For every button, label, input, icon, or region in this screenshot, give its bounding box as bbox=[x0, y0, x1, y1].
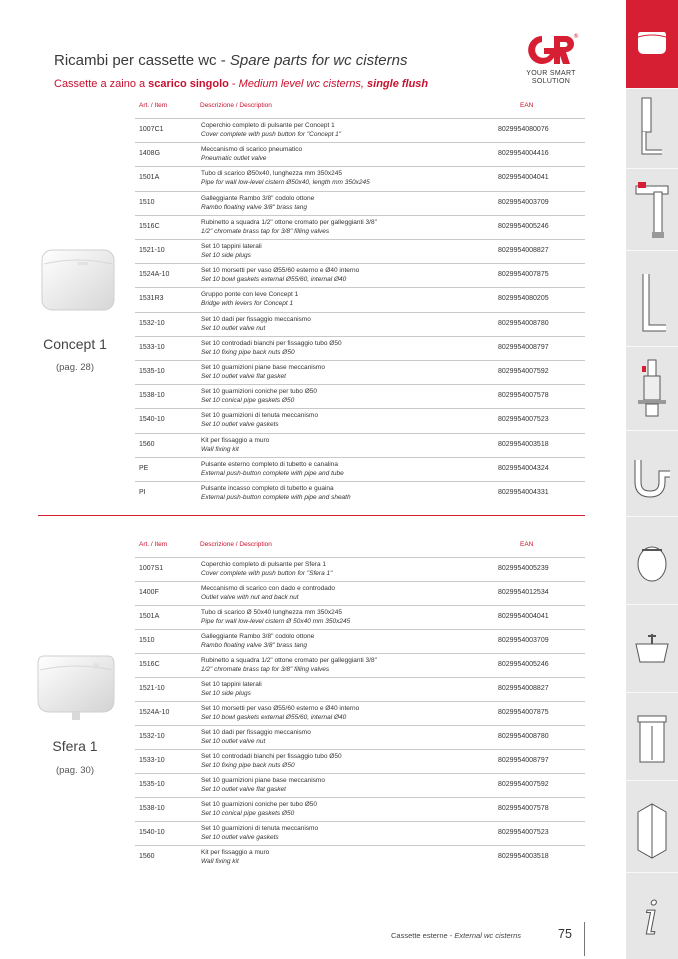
product-page-concept1: (pag. 28) bbox=[55, 362, 95, 373]
logo-tagline-2: SOLUTION bbox=[531, 78, 571, 85]
item-code: PE bbox=[139, 464, 149, 472]
item-ean: 8029954004331 bbox=[498, 489, 549, 496]
item-code: 1533-10 bbox=[139, 757, 165, 764]
gr-logo-mark bbox=[522, 30, 580, 70]
category-sidebar bbox=[626, 0, 678, 959]
item-ean: 8029954012534 bbox=[498, 589, 549, 596]
table-row bbox=[135, 701, 585, 726]
sfera1-cistern-image bbox=[36, 652, 116, 724]
item-description-en: Rambo floating valve 3/8" brass tang bbox=[201, 203, 308, 211]
svg-text:i: i bbox=[644, 891, 659, 940]
item-ean: 8029954007875 bbox=[498, 271, 549, 279]
item-description bbox=[201, 752, 342, 770]
item-code: 1538-10 bbox=[139, 805, 165, 812]
item-ean: 8029954003518 bbox=[498, 440, 549, 448]
item-description-it: Galleggiante Rambo 3/8" codolo ottone bbox=[201, 194, 315, 202]
item-description-it: Set 10 dadi per fissaggio meccanismo bbox=[201, 315, 311, 323]
item-description bbox=[201, 704, 359, 722]
item-description-it: Gruppo ponte con leve Concept 1 bbox=[201, 291, 299, 299]
item-description-en: Set 10 outlet valve nut bbox=[201, 324, 266, 332]
item-ean: 8029954080205 bbox=[498, 295, 549, 303]
item-ean: 8029954005246 bbox=[498, 661, 549, 668]
item-description bbox=[201, 411, 318, 429]
item-description-en: Set 10 outlet valve gaskets bbox=[201, 834, 279, 841]
item-description-it: Rubinetto a squadra 1/2" ottone cromato per galleggianti 3/8" bbox=[201, 657, 377, 664]
item-description bbox=[201, 824, 318, 842]
item-description-it: Set 10 guarnizioni di tenuta meccanismo bbox=[201, 825, 319, 832]
item-description-it: Rubinetto a squadra 1/2" ottone cromato per galleggianti 3/8" bbox=[201, 218, 377, 226]
item-description-it: Tubo di scarico Ø50x40, lunghezza mm 350x245 bbox=[201, 170, 343, 178]
item-description-it: Meccanismo di scarico con dado e controdado bbox=[201, 585, 336, 592]
item-ean: 8029954003518 bbox=[498, 853, 549, 860]
item-code: 1408G bbox=[139, 150, 161, 158]
item-description-it: Set 10 morsetti per vaso Ø55/60 esterno e Ø40 interno bbox=[201, 705, 360, 712]
table-row bbox=[135, 312, 585, 337]
item-description-it: Set 10 guarnizioni piane base meccanismo bbox=[201, 364, 325, 371]
item-description-en: Set 10 conical pipe gaskets Ø50 bbox=[201, 397, 295, 405]
item-description-it: Meccanismo di scarico pneumatico bbox=[201, 146, 303, 154]
item-ean: 8029954007875 bbox=[498, 709, 549, 716]
item-description-en: Set 10 side plugs bbox=[201, 690, 251, 697]
concept1-cistern-image bbox=[38, 244, 118, 314]
item-ean: 8029954003709 bbox=[498, 637, 549, 644]
item-ean: 8029954007523 bbox=[498, 416, 549, 424]
item-description-en: Set 10 bowl gaskets external Ø55/60, internal Ø40 bbox=[201, 714, 347, 721]
item-description-en: Wall fixing kit bbox=[201, 445, 239, 453]
item-ean: 8029954005246 bbox=[498, 222, 549, 230]
table-row bbox=[135, 629, 585, 654]
item-description-it: Coperchio completo di pulsante per Sfera 1 bbox=[201, 561, 327, 568]
item-description-en: Set 10 outlet valve flat gasket bbox=[201, 373, 286, 380]
filling-valve-icon[interactable] bbox=[632, 176, 672, 242]
item-code: 1501A bbox=[139, 174, 160, 182]
table-row bbox=[135, 191, 585, 216]
item-ean: 8029954007592 bbox=[498, 781, 549, 788]
table-row bbox=[135, 287, 585, 312]
col-item: Art. / Item bbox=[139, 102, 168, 109]
table-row bbox=[135, 653, 585, 678]
item-code: 1524A-10 bbox=[139, 709, 170, 716]
item-ean: 8029954007578 bbox=[498, 392, 549, 400]
item-description bbox=[201, 242, 262, 260]
item-code: 1538-10 bbox=[139, 392, 165, 400]
item-ean: 8029954080076 bbox=[498, 126, 549, 133]
item-code: 1521-10 bbox=[139, 685, 165, 692]
item-description-en: Set 10 outlet valve flat gasket bbox=[201, 786, 286, 793]
item-description bbox=[201, 776, 325, 794]
item-description-en: 1/2" chromate brass tap for 3/8" filling valves bbox=[201, 666, 330, 673]
table-row bbox=[135, 239, 585, 264]
col-ean-2: EAN bbox=[520, 541, 534, 548]
item-ean: 8029954008797 bbox=[498, 343, 549, 351]
item-description-en: Pipe for wall low-level cistern Ø50x40, length mm 350x245 bbox=[201, 179, 370, 187]
item-description-en: Set 10 bowl gaskets external Ø55/60, internal Ø40 bbox=[201, 276, 347, 284]
page-subtitle: Cassette a zaino a scarico singolo - Medium level wc cisterns, single flush bbox=[54, 78, 429, 90]
item-code: 1560 bbox=[139, 853, 155, 860]
table-row bbox=[135, 408, 585, 433]
item-description-it: Set 10 guarnizioni coniche per tubo Ø50 bbox=[201, 801, 317, 808]
item-description bbox=[201, 218, 377, 236]
item-ean: 8029954008780 bbox=[498, 733, 549, 740]
table-row bbox=[135, 845, 585, 870]
cistern-icon[interactable] bbox=[632, 22, 672, 62]
item-ean: 8029954003709 bbox=[498, 198, 549, 206]
item-description bbox=[201, 484, 351, 502]
col-item-2: Art. / Item bbox=[139, 541, 168, 548]
item-code: 1524A-10 bbox=[139, 271, 170, 279]
item-description-en: Set 10 conical pipe gaskets Ø50 bbox=[201, 810, 295, 817]
col-description-2: Descrizione / Description bbox=[200, 541, 272, 548]
item-ean: 8029954008797 bbox=[498, 757, 549, 764]
item-description bbox=[201, 121, 341, 139]
table-row bbox=[135, 581, 585, 606]
item-description-en: External push-button complete with pipe and sheath bbox=[201, 494, 351, 501]
item-description-en: Outlet valve with nut and back nut bbox=[201, 594, 299, 601]
table-row bbox=[135, 118, 585, 143]
item-description-en: 1/2" chromate brass tap for 3/8" filling valves bbox=[201, 227, 330, 235]
item-ean: 8029954005239 bbox=[498, 565, 549, 572]
item-description-en: Bridge with levers for Concept 1 bbox=[201, 300, 294, 308]
item-code: 1535-10 bbox=[139, 781, 165, 788]
item-description bbox=[201, 560, 332, 578]
table-row bbox=[135, 797, 585, 822]
table-row bbox=[135, 142, 585, 167]
item-description-it: Set 10 controdadi bianchi per fissaggio tubo Ø50 bbox=[201, 753, 342, 760]
item-code: 1521-10 bbox=[139, 247, 165, 254]
item-description bbox=[201, 632, 314, 650]
item-ean: 8029954008827 bbox=[498, 247, 549, 254]
item-code: 1516C bbox=[139, 661, 160, 668]
item-code: 1510 bbox=[139, 637, 155, 644]
product-name-sfera1: Sfera 1 bbox=[52, 738, 98, 754]
item-code: PI bbox=[139, 489, 146, 496]
item-description bbox=[201, 680, 262, 698]
item-description-en: Wall fixing kit bbox=[201, 858, 239, 865]
item-description-en: Set 10 outlet valve gaskets bbox=[201, 421, 279, 429]
outlet-valve-icon[interactable] bbox=[632, 356, 672, 422]
item-description-it: Set 10 guarnizioni piane base meccanismo bbox=[201, 777, 325, 784]
footer-section-label: Cassette esterne - External wc cisterns bbox=[391, 931, 522, 940]
item-description-it: Coperchio completo di pulsante per Concept 1 bbox=[201, 122, 335, 129]
cabinet-icon[interactable] bbox=[632, 712, 672, 770]
item-code: 1501A bbox=[139, 613, 160, 620]
table-row bbox=[135, 384, 585, 409]
item-description-en: Cover complete with push button for "Sfera 1" bbox=[201, 570, 333, 577]
item-code: 1007C1 bbox=[139, 126, 164, 133]
item-code: 1532-10 bbox=[139, 733, 165, 740]
item-description bbox=[201, 656, 377, 674]
item-description-it: Set 10 guarnizioni di tenuta meccanismo bbox=[201, 412, 319, 420]
table-row bbox=[135, 360, 585, 385]
item-ean: 8029954004324 bbox=[498, 464, 549, 472]
item-description-it: Pulsante incasso completo di tubetto e guaina bbox=[201, 485, 334, 492]
item-description-it: Set 10 morsetti per vaso Ø55/60 esterno e Ø40 interno bbox=[201, 267, 360, 275]
table-row bbox=[135, 749, 585, 774]
item-description-it: Pulsante esterno completo di tubetto e canalina bbox=[201, 460, 338, 468]
product-page-sfera1: (pag. 30) bbox=[55, 765, 95, 776]
item-description-it: Set 10 tappini laterali bbox=[201, 243, 262, 250]
item-description-en: External push-button complete with pipe and tube bbox=[201, 469, 344, 477]
brand-logo bbox=[520, 30, 582, 86]
item-description-en: Set 10 fixing pipe back nuts Ø50 bbox=[201, 348, 295, 356]
item-description-en: Cover complete with push button for "Concept 1" bbox=[201, 131, 342, 138]
shower-enclosure-icon[interactable] bbox=[632, 800, 672, 862]
footer-divider bbox=[584, 922, 585, 956]
table-row bbox=[135, 821, 585, 846]
table-row bbox=[135, 725, 585, 750]
item-code: 1400F bbox=[139, 589, 159, 596]
item-code: 1007S1 bbox=[139, 565, 164, 572]
table-row bbox=[135, 215, 585, 240]
item-description-it: Kit per fissaggio a muro bbox=[201, 436, 270, 444]
svg-text:®: ® bbox=[573, 33, 579, 40]
item-description-it: Set 10 tappini laterali bbox=[201, 681, 262, 688]
item-description bbox=[201, 728, 311, 746]
item-description-it: Galleggiante Rambo 3/8" codolo ottone bbox=[201, 633, 315, 640]
page-number: 75 bbox=[558, 927, 572, 941]
page-title: Ricambi per cassette wc - Spare parts for wc cisterns bbox=[54, 52, 408, 69]
item-description-it: Kit per fissaggio a muro bbox=[201, 849, 270, 856]
item-description bbox=[201, 460, 344, 478]
col-description: Descrizione / Description bbox=[200, 102, 272, 109]
table-row bbox=[135, 433, 585, 458]
item-code: 1540-10 bbox=[139, 416, 165, 424]
item-description bbox=[201, 584, 335, 602]
item-description-it: Set 10 dadi per fissaggio meccanismo bbox=[201, 729, 311, 736]
item-ean: 8029954007523 bbox=[498, 829, 549, 836]
item-ean: 8029954008827 bbox=[498, 685, 549, 692]
table-row bbox=[135, 557, 585, 582]
item-description bbox=[201, 436, 269, 454]
logo-tagline-1: YOUR SMART bbox=[526, 70, 576, 77]
table-row bbox=[135, 457, 585, 482]
table-row bbox=[135, 166, 585, 191]
valve-pipe-icon[interactable] bbox=[632, 96, 672, 158]
item-code: 1540-10 bbox=[139, 829, 165, 836]
item-code: 1510 bbox=[139, 198, 155, 206]
item-ean: 8029954007578 bbox=[498, 805, 549, 812]
item-ean: 8029954004041 bbox=[498, 613, 549, 620]
item-ean: 8029954007592 bbox=[498, 368, 549, 375]
section-divider bbox=[38, 515, 585, 516]
item-description-en: Set 10 side plugs bbox=[201, 252, 251, 259]
item-code: 1531R3 bbox=[139, 295, 164, 303]
item-code: 1560 bbox=[139, 440, 155, 448]
l-pipe-icon[interactable] bbox=[632, 270, 672, 338]
sink-icon[interactable] bbox=[632, 630, 672, 670]
item-description bbox=[201, 315, 311, 333]
item-description bbox=[201, 194, 314, 212]
item-description bbox=[201, 608, 350, 626]
item-description bbox=[201, 387, 317, 405]
item-description bbox=[201, 290, 298, 308]
item-description bbox=[201, 339, 342, 357]
item-ean: 8029954004416 bbox=[498, 150, 549, 158]
item-description-it: Set 10 guarnizioni coniche per tubo Ø50 bbox=[201, 388, 317, 396]
info-icon[interactable] bbox=[632, 888, 672, 940]
table-row bbox=[135, 481, 585, 506]
siphon-icon[interactable] bbox=[632, 452, 672, 502]
item-description-en: Rambo floating valve 3/8" brass tang bbox=[201, 642, 308, 649]
table-row bbox=[135, 677, 585, 702]
item-ean: 8029954004041 bbox=[498, 174, 549, 182]
item-description bbox=[201, 145, 302, 163]
item-description bbox=[201, 169, 370, 187]
item-description bbox=[201, 800, 317, 818]
table-row bbox=[135, 263, 585, 288]
product-name-concept1: Concept 1 bbox=[43, 336, 107, 352]
item-code: 1535-10 bbox=[139, 368, 165, 375]
item-description-it: Set 10 controdadi bianchi per fissaggio tubo Ø50 bbox=[201, 339, 342, 347]
item-description bbox=[201, 266, 359, 284]
table-row bbox=[135, 336, 585, 361]
table-row bbox=[135, 605, 585, 630]
item-code: 1532-10 bbox=[139, 319, 165, 327]
item-code: 1516C bbox=[139, 222, 160, 230]
item-description-en: Pipe for wall low-level cistern Ø 50x40 mm 350x245 bbox=[201, 618, 351, 625]
item-description-en: Pneumatic outlet valve bbox=[201, 155, 267, 163]
item-ean: 8029954008780 bbox=[498, 319, 549, 327]
item-description bbox=[201, 848, 269, 866]
table-row bbox=[135, 773, 585, 798]
item-description-it: Tubo di scarico Ø 50x40 lunghezza mm 350x245 bbox=[201, 609, 343, 616]
toilet-seat-icon[interactable] bbox=[632, 540, 672, 586]
item-description-en: Set 10 outlet valve nut bbox=[201, 738, 266, 745]
item-description-en: Set 10 fixing pipe back nuts Ø50 bbox=[201, 762, 295, 769]
col-ean: EAN bbox=[520, 102, 534, 109]
item-description bbox=[201, 363, 325, 381]
item-code: 1533-10 bbox=[139, 343, 165, 351]
